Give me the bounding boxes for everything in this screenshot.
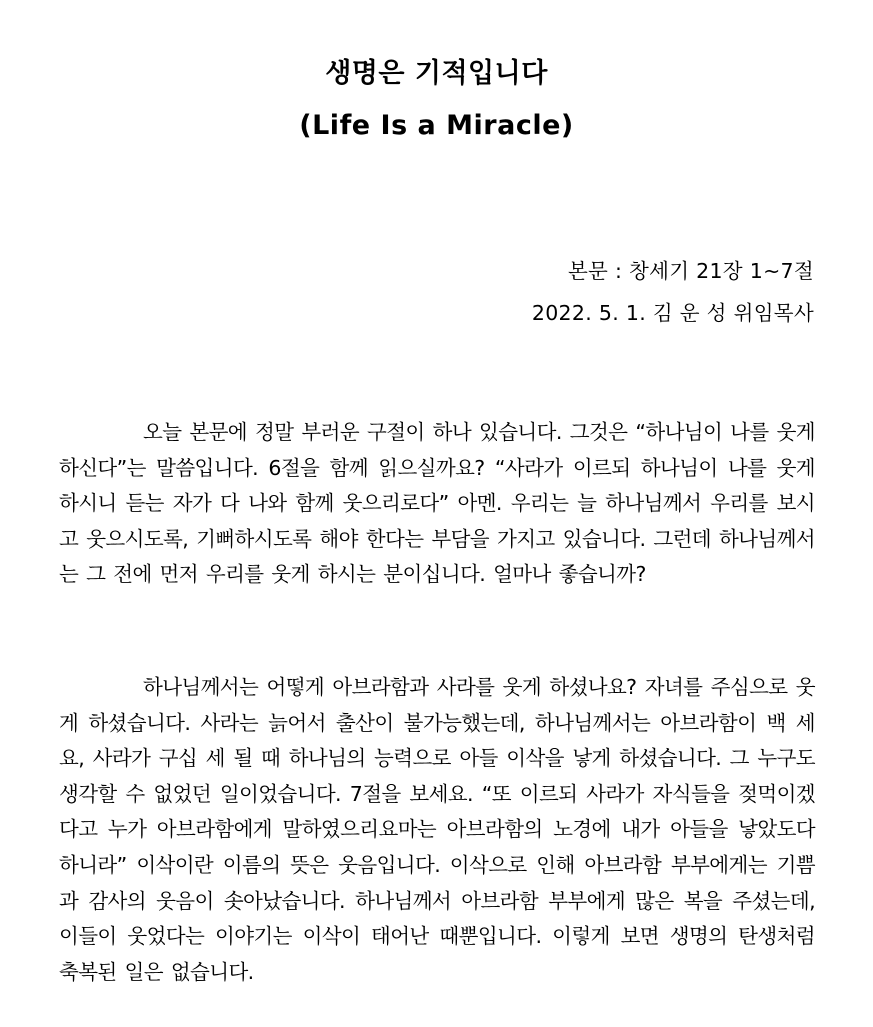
- body-paragraph-2: 하나님께서는 어떻게 아브라함과 사라를 웃게 하셨나요? 자녀를 주심으로 웃게 하셨습니다. 사라는 늙어서 출산이 불가능했는데, 하나님께서는 아브라함이 백 세요, 사라가 구십 세 될 때 하나님의 능력으로 아들 이삭을 낳게 하셨습니다. 그 누구도 생각할 수 없었던 일이었습니다. 7절을 보세요. “또 이르되 사라가 자식들을 젖먹이겠다고 누가 아브라함에게 말하였으리요마는 아브라함의 노경에 내가 아들을 낳았도다 하니라” 이삭이란 이름의 뜻은 웃음입니다. 이삭으로 인해 아브라함 부부에게는 기쁨과 감사의 웃음이 솟아났습니다. 하나님께서 아브라함 부부에게 많은 복을 주셨는데, 이들이 웃었다는 이야기는 이삭이 태어난 때뿐입니다. 이렇게 보면 생명의 탄생처럼 축복된 일은 없습니다.: [59, 675, 815, 984]
- page-subtitle: (Life Is a Miracle): [299, 110, 574, 141]
- page-title: 생명은 기적입니다: [325, 58, 548, 89]
- scripture-reference: 본문 : 창세기 21장 1~7절: [567, 259, 814, 283]
- date-author: 2022. 5. 1. 김 운 성 위임목사: [531, 301, 814, 325]
- body-paragraph-1: 오늘 본문에 정말 부러운 구절이 하나 있습니다. 그것은 “하나님이 나를 웃게 하신다”는 말씀입니다. 6절을 함께 읽으실까요? “사라가 이르되 하나님이 나를 웃게 하시니 듣는 자가 다 나와 함께 웃으리로다” 아멘. 우리는 늘 하나님께서 우리를 보시고 웃으시도록, 기뻐하시도록 해야 한다는 부담을 가지고 있습니다. 그런데 하나님께서는 그 전에 먼저 우리를 웃게 하시는 분이십니다. 얼마나 좋습니까?: [59, 420, 815, 587]
